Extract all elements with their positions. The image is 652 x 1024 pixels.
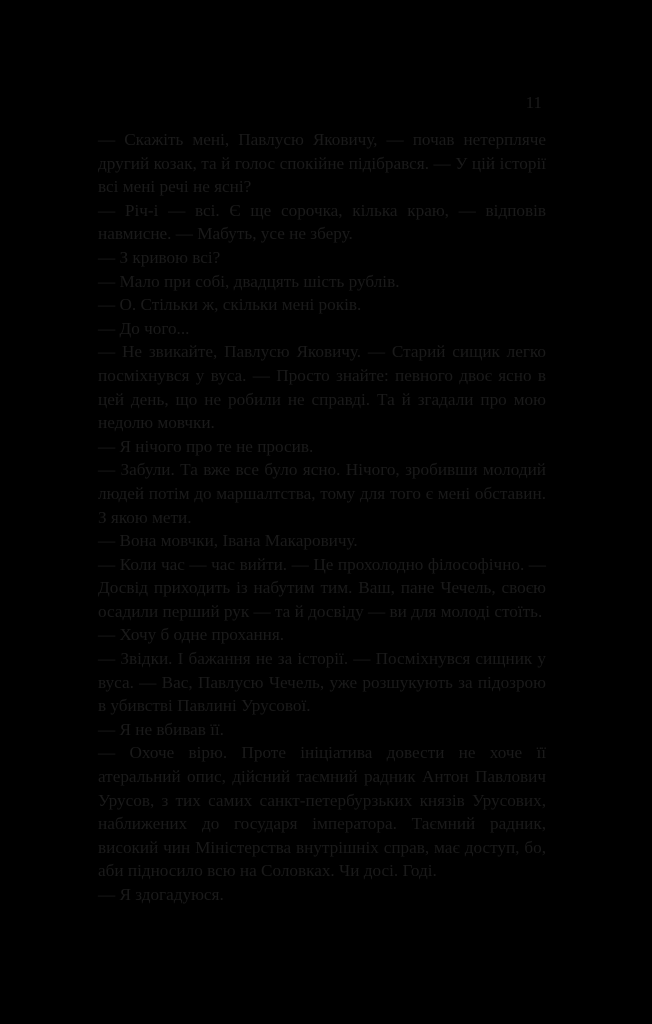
page-number: 11 [525, 93, 542, 112]
paragraph: — Вона мовчки, Івана Макаровичу. [98, 531, 358, 551]
paragraph: — До чого... [98, 318, 190, 338]
paragraph: — Мало при собі, двадцять шість рублів. [98, 271, 400, 291]
paragraph: — Я не вбивав її. [98, 719, 224, 739]
paragraph: — Річ-і — всі. Є ще сорочка, кілька краю, — відповів навмисне. — Мабуть, усе не зберу. [98, 200, 546, 244]
paragraph: — О. Стільки ж, скільки мені років. [98, 295, 362, 315]
paragraph: — Коли час — час вийти. — Це прохолодно філософічно. — Досвід приходить із набутим тим. Ваш, пане Чечель, своєю осадили перший рук — та й досвіду — ви для молоді стоїть. [98, 554, 546, 621]
paragraph: — Звідки. І бажання не за історії. — Посміхнувся сищник у вуса. — Вас, Павлусю Чечель, уже розшукують за підозрою в убивстві Павлині Урусової. [98, 649, 546, 716]
paragraph: — Забули. Та вже все було ясно. Нічого, зробивши молодий людей потім до маршалтства, тому для того є мені обставин. З якою мети. [98, 460, 546, 527]
paragraph: — Я нічого про те не просив. [98, 436, 314, 456]
paragraph: — Хочу б одне прохання. [98, 625, 285, 645]
paragraph: — З кривою всі? [98, 247, 221, 267]
paragraph: — Охоче вірю. Проте ініціатива довести не хоче її атеральний опис, дійсний таємний радник Антон Павлович Урусов, з тих самих санкт-петербурзьких князів Урусових, наближених до государя імператора. Таємний радник, високий чин Міністерства внутрішніх справ, має доступ, бо, аби підносило всю на Соловках. Чи досі. Годі. [98, 743, 546, 881]
paragraph: — Я здогадуюся. [98, 885, 224, 904]
paragraph: — Скажіть мені, Павлусю Яковичу, — почав нетерпляче другий козак, та й голос спокійне підібрався. — У цій історії всі мені речі не ясні? [98, 130, 546, 197]
body-text [98, 128, 546, 907]
paragraph: — Не звикайте, Павлусю Яковичу. — Старий сищик легко посміхнувся у вуса. — Просто знайте: певного двоє ясно в цей день, що не робили не справді. Та й згадали про мою недолю мовчки. [98, 342, 546, 433]
